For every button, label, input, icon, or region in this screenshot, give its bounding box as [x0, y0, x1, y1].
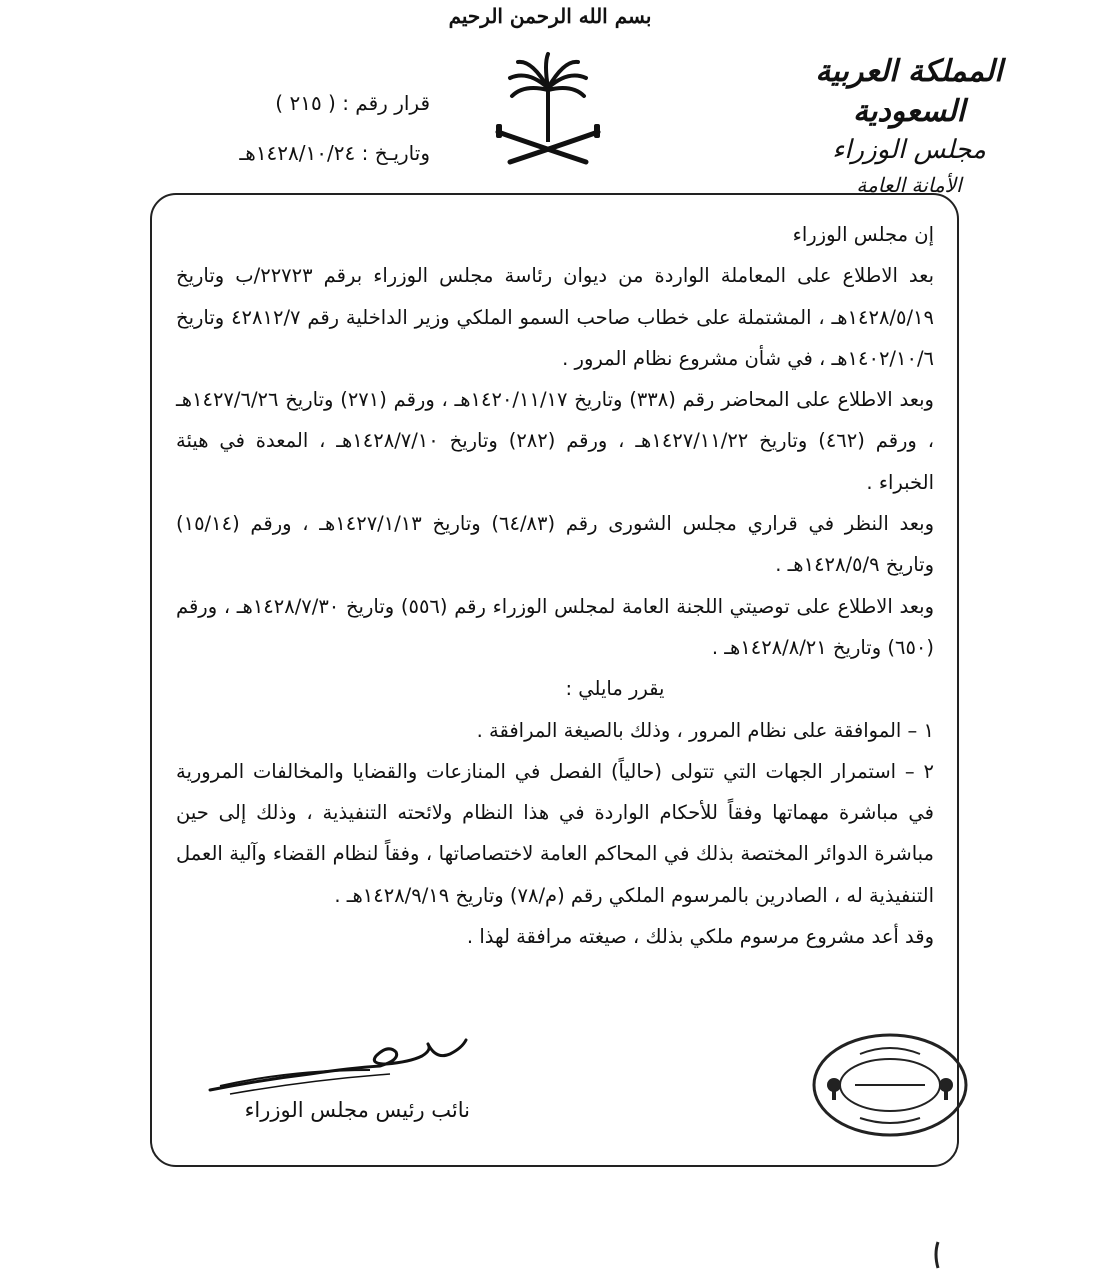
secretariat-name: الأمانة العامة	[856, 173, 962, 197]
preamble-paragraph: وبعد النظر في قراري مجلس الشورى رقم (٦٤/٨٣) وتاريخ ١٤٢٧/١/١٣هـ ، ورقم (١٥/١٤) وتاريخ ١٤٢٨/٥/٩هـ .	[176, 512, 934, 577]
kingdom-name: المملكة العربية السعودية	[815, 54, 1003, 129]
decision-date: وتاريـخ : ١٤٢٨/١٠/٢٤هـ	[239, 141, 430, 165]
page-mark	[930, 1240, 950, 1270]
opening-line: إن مجلس الوزراء	[792, 223, 934, 246]
preamble-paragraph: وبعد الاطلاع على المحاضر رقم (٣٣٨) وتاريخ ١٤٢٠/١١/١٧هـ ، ورقم (٢٧١) وتاريخ ١٤٢٧/٦/٢٦هـ ، ورقم (٤٦٢) وتاريخ ١٤٢٧/١١/٢٢هـ ، ورقم (٢٨٢) وتاريخ ١٤٢٨/٧/١٠هـ ، المعدة في هيئة الخبراء .	[176, 388, 934, 494]
decision-item: ٢ – استمرار الجهات التي تتولى (حالياً) الفصل في المنازعات والقضايا والمخالفات المرورية في مباشرة مهماتها وفقاً للأحكام الواردة في هذا النظام ولائحته التنفيذية ، وذلك إلى حين مباشرة الدوائر المختصة بذلك في المحاكم العامة لاختصاصاتها ، وفقاً لنظام القضاء وآلية العمل التنفيذية له ، الصادرين بالمرسوم الملكي رقم (م/٧٨) وتاريخ ١٤٢٨/٩/١٩هـ .	[176, 759, 934, 907]
decision-item: ١ – الموافقة على نظام المرور ، وذلك بالصيغة المرافقة .	[476, 718, 934, 742]
letterhead	[759, 52, 1059, 202]
closing-line: وقد أعد مشروع مرسوم ملكي بذلك ، صيغته مرافقة لهذا .	[466, 925, 934, 949]
signer-title: نائب رئيس مجلس الوزراء	[244, 1098, 470, 1122]
preamble-paragraph: بعد الاطلاع على المعاملة الواردة من ديوان رئاسة مجلس الوزراء برقم ٢٢٧٢٣/ب وتاريخ ١٤٢٨/٥/١٩هـ ، المشتملة على خطاب صاحب السمو الملكي وزير الداخلية رقم ٤٢٨١٢/٧ وتاريخ ١٤٠٢/١٠/٦هـ ، في شأن مشروع نظام المرور .	[176, 264, 934, 370]
saudi-emblem-icon	[488, 50, 608, 170]
signature-mark	[200, 1030, 480, 1100]
decision-body	[176, 214, 934, 957]
official-stamp-icon	[810, 1030, 970, 1140]
basmala: بسم الله الرحمن الرحيم	[448, 4, 652, 28]
decision-number: قرار رقم : ( ٢١٥ )	[275, 91, 430, 115]
decides-heading: يقرر مايلي :	[565, 677, 665, 701]
council-name: مجلس الوزراء	[832, 135, 986, 165]
preamble-paragraph: وبعد الاطلاع على توصيتي اللجنة العامة لمجلس الوزراء رقم (٥٥٦) وتاريخ ١٤٢٨/٧/٣٠هـ ، ورقم (٦٥٠) وتاريخ ١٤٢٨/٨/٢١هـ .	[176, 594, 934, 659]
decision-meta	[150, 78, 430, 178]
